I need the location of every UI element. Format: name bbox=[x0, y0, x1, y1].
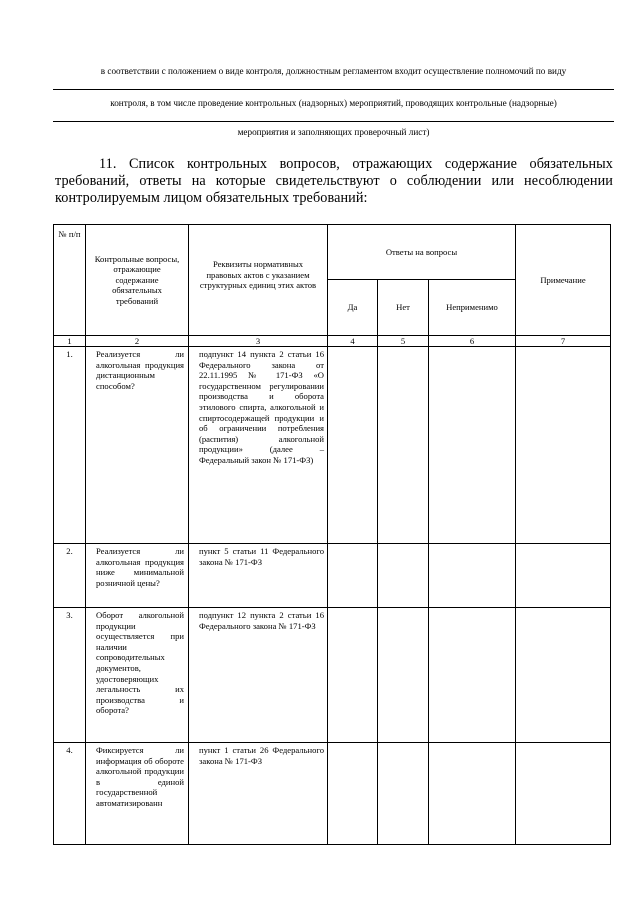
header-line-1: в соответствии с положением о виде контроля, должностным регламентом входит осуществление полномочий по виду bbox=[100, 66, 567, 76]
answer-na-cell[interactable] bbox=[429, 544, 516, 608]
column-number: 3 bbox=[189, 336, 328, 347]
checklist-table bbox=[53, 224, 611, 845]
underline-2 bbox=[53, 121, 614, 122]
col-header-yes: Да bbox=[328, 280, 378, 336]
row-number: 3. bbox=[54, 608, 86, 743]
note-cell[interactable] bbox=[516, 544, 611, 608]
table-row bbox=[54, 347, 611, 544]
section-heading: 11. Список контрольных вопросов, отражающих содержание обязательных требований, ответы на которые свидетельствуют о соблюдении или несоблюдении контролируемым лицом обязательных требований: bbox=[55, 156, 613, 206]
column-number: 5 bbox=[378, 336, 429, 347]
col-header-no-answer: Нет bbox=[378, 280, 429, 336]
note-cell[interactable] bbox=[516, 608, 611, 743]
answer-no-cell[interactable] bbox=[378, 544, 429, 608]
answer-na-cell[interactable] bbox=[429, 743, 516, 845]
row-question: Фиксируется ли информация об обороте алкогольной продукции в единой государственной автоматизированн bbox=[86, 743, 189, 845]
column-number: 1 bbox=[54, 336, 86, 347]
table-row bbox=[54, 608, 611, 743]
col-header-questions: Контрольные вопросы, отражающие содержание обязательных требований bbox=[86, 225, 189, 336]
note-cell[interactable] bbox=[516, 743, 611, 845]
col-header-na: Неприменимо bbox=[429, 280, 516, 336]
answer-yes-cell[interactable] bbox=[328, 347, 378, 544]
table-row bbox=[54, 743, 611, 845]
row-requisite: пункт 5 статьи 11 Федерального закона № 171-ФЗ bbox=[189, 544, 328, 608]
answer-yes-cell[interactable] bbox=[328, 608, 378, 743]
answer-yes-cell[interactable] bbox=[328, 544, 378, 608]
column-number: 6 bbox=[429, 336, 516, 347]
row-number: 1. bbox=[54, 347, 86, 544]
column-number-row bbox=[54, 336, 611, 347]
answer-na-cell[interactable] bbox=[429, 347, 516, 544]
header-line-3: мероприятия и заполняющих проверочный лист) bbox=[237, 127, 430, 137]
col-header-note: Примечание bbox=[516, 225, 611, 336]
column-number: 4 bbox=[328, 336, 378, 347]
row-requisite: подпункт 12 пункта 2 статьи 16 Федерального закона № 171-ФЗ bbox=[189, 608, 328, 743]
row-requisite: подпункт 14 пункта 2 статьи 16 Федерального закона от 22.11.1995 № 171-ФЗ «О государственном регулировании производства и оборота этилового спирта, алкогольной и спиртосодержащей продукции и об ограничении потребления (распития) алкогольной продукции» (далее – Федеральный закон № 171-ФЗ) bbox=[189, 347, 328, 544]
table-header-row bbox=[54, 225, 611, 280]
col-header-answers: Ответы на вопросы bbox=[328, 225, 516, 280]
header-line-2: контроля, в том числе проведение контрольных (надзорных) мероприятий, проводящих контрольные (надзорные) bbox=[110, 98, 557, 108]
answer-na-cell[interactable] bbox=[429, 608, 516, 743]
row-question: Оборот алкогольной продукции осуществляется при наличии сопроводительных документов, удостоверяющих легальность их производства и оборота? bbox=[86, 608, 189, 743]
underline-1 bbox=[53, 89, 614, 90]
column-number: 7 bbox=[516, 336, 611, 347]
row-question: Реализуется ли алкогольная продукция ниже минимальной розничной цены? bbox=[86, 544, 189, 608]
column-number: 2 bbox=[86, 336, 189, 347]
table-row bbox=[54, 544, 611, 608]
row-number: 4. bbox=[54, 743, 86, 845]
note-cell[interactable] bbox=[516, 347, 611, 544]
col-header-requisites: Реквизиты нормативных правовых актов с указанием структурных единиц этих актов bbox=[189, 225, 328, 336]
answer-no-cell[interactable] bbox=[378, 347, 429, 544]
row-question: Реализуется ли алкогольная продукция дистанционным способом? bbox=[86, 347, 189, 544]
row-number: 2. bbox=[54, 544, 86, 608]
answer-no-cell[interactable] bbox=[378, 743, 429, 845]
row-requisite: пункт 1 статьи 26 Федерального закона № 171-ФЗ bbox=[189, 743, 328, 845]
col-header-no: № п/п bbox=[54, 225, 86, 336]
answer-no-cell[interactable] bbox=[378, 608, 429, 743]
answer-yes-cell[interactable] bbox=[328, 743, 378, 845]
